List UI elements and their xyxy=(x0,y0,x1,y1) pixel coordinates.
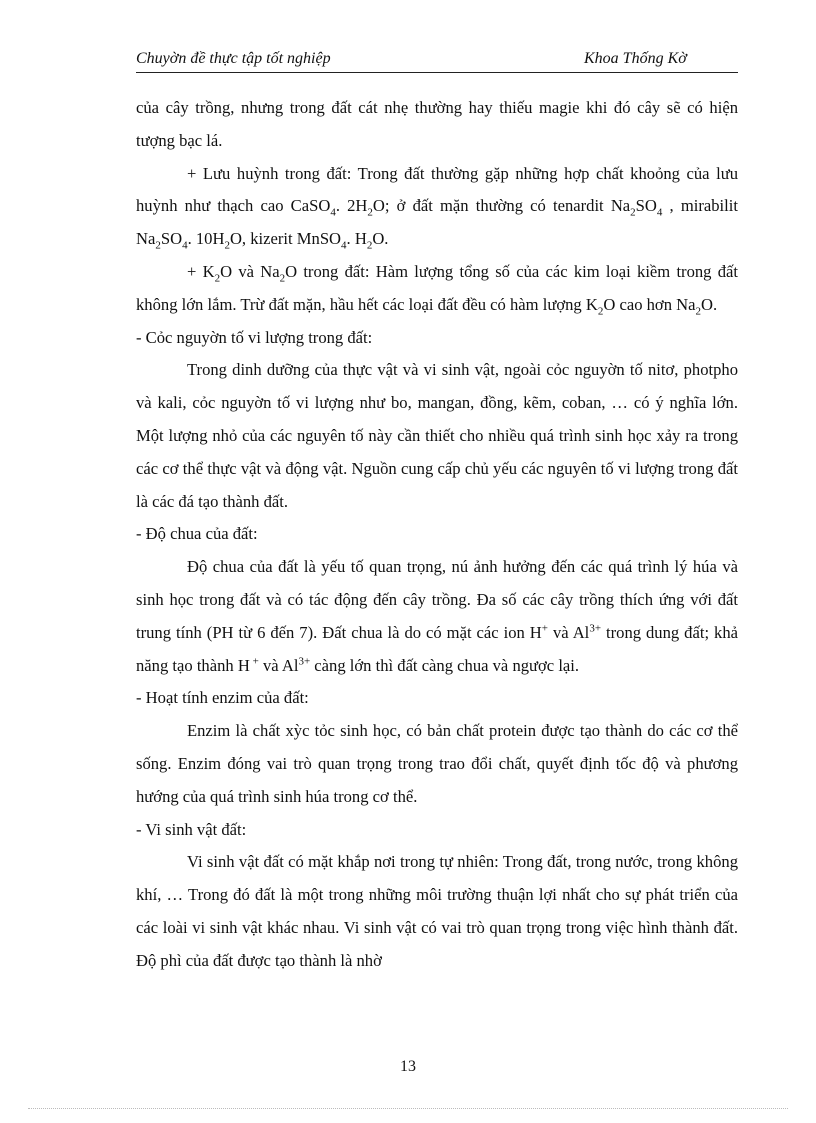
document-body xyxy=(136,92,738,978)
heading-acidity: - Độ chua của đất: xyxy=(136,524,258,544)
heading-microbes: - Vi sinh vật đất: xyxy=(136,819,247,839)
header-left-text: Chuyờn đề thực tập tốt nghiệp xyxy=(136,50,331,67)
paragraph-trace-elements: Trong dinh dưỡng của thực vật và vi sinh vật, ngoài cỏc nguyờn tố nitơ, photpho và kali, cỏc nguyờn tố vi lượng như bo, mangan, đồng, kẽm, coban, … có ý nghĩa lớn. Một lượng nhỏ của các nguyên tố này cần thiết cho nhiều quá trình sinh học xảy ra trong các cơ thể thực vật và động vật. Nguồn cung cấp chủ yếu các nguyên tố vi lượng trong đất là các đá tạo thành đất. xyxy=(136,360,738,511)
page-header xyxy=(136,50,738,73)
paragraph-intro: của cây trồng, nhưng trong đất cát nhẹ thường hay thiếu magie khi đó cây sẽ có hiện tượng bạc lá. xyxy=(136,98,738,150)
paragraph-microbes: Vi sinh vật đất có mặt khắp nơi trong tự nhiên: Trong đất, trong nước, trong không khí, … Trong đó đất là một trong những môi trường thuận lợi nhất cho sự phát triển của các loài vi sinh vật khác nhau. Vi sinh vật có vai trò quan trọng trong việc hình thành đất. Độ phì của đất được tạo thành là nhờ xyxy=(136,852,738,970)
heading-enzyme: - Hoạt tính enzim của đất: xyxy=(136,688,309,708)
paragraph-sulfur: + Lưu huỳnh trong đất: Trong đất thường gặp những hợp chất khoỏng của lưu huỳnh như thạch cao CaSO$_4$. $2H_2O$; ở đất mặn thường có tenardit $Na_2SO_4$ , mirabilit $Na_2SO_4$. $10H_2O$, kizerit MnSO$_4$. $H_2O$. xyxy=(136,163,738,252)
heading-trace-elements: - Cỏc nguyờn tố vi lượng trong đất: xyxy=(136,327,373,347)
page-number: 13 xyxy=(400,1058,416,1075)
footer-divider xyxy=(28,1108,788,1109)
header-right-text: Khoa Thống Kờ xyxy=(584,50,687,67)
paragraph-enzyme: Enzim là chất xỳc tỏc sinh học, có bản chất protein được tạo thành do các cơ thể sống. Enzim đóng vai trò quan trọng trong trao đổi chất, quyết định tốc độ và phương hướng của quá trình sinh húa trong cơ thể. xyxy=(136,721,738,806)
paragraph-alkali: + $K_2O$ và $Na_2O$ trong đất: Hàm lượng tổng số của các kim loại kiềm trong đất không lớn lắm. Trừ đất mặn, hầu hết các loại đất đều có hàm lượng $K_2O$ cao hơn $Na_2O$. xyxy=(136,261,738,318)
paragraph-acidity: Độ chua của đất là yếu tố quan trọng, nú ảnh hưởng đến các quá trình lý húa và sinh học trong đất và có tác động đến cây trồng. Đa số các cây trồng thích ứng với đất trung tính (PH từ 6 đến 7). Đất chua là do có mặt các ion H+ và $Al^{3+}$ trong dung đất; khả năng tạo thành H + và $Al^{3+}$ càng lớn thì đất càng chua và ngược lại. xyxy=(136,557,739,675)
